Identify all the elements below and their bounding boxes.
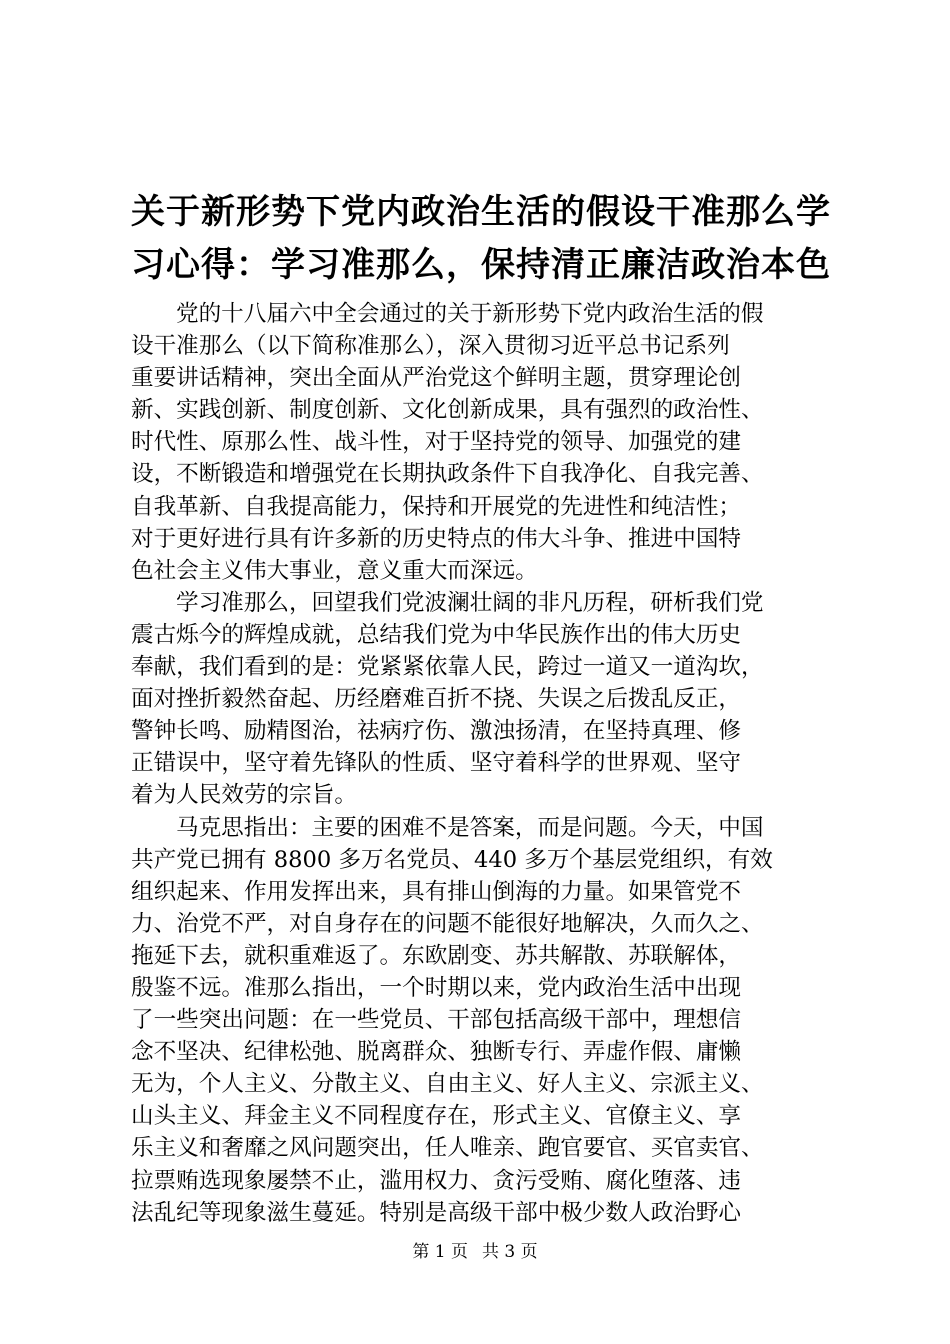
paragraph bbox=[131, 587, 843, 812]
paragraph-line: 自我革新、自我提高能力，保持和开展党的先进性和纯洁性； bbox=[131, 493, 742, 520]
paragraph-line: 色社会主义伟大事业，意义重大而深远。 bbox=[131, 557, 538, 584]
document-title bbox=[131, 186, 843, 292]
paragraph-line: 共产党已拥有 8800 多万名党员、440 多万个基层党组织，有效 bbox=[131, 846, 773, 873]
paragraph-line: 对于更好进行具有许多新的历史特点的伟大斗争、推进中国特 bbox=[131, 525, 742, 552]
paragraph-line: 念不坚决、纪律松弛、脱离群众、独断专行、弄虚作假、庸懒 bbox=[131, 1039, 742, 1066]
page-footer bbox=[0, 1240, 950, 1264]
paragraph-line: 设，不断锻造和增强党在长期执政条件下自我净化、自我完善、 bbox=[131, 461, 764, 488]
paragraph-line: 警钟长鸣、励精图治，祛病疗伤、激浊扬清，在坚持真理、修 bbox=[131, 718, 742, 745]
title-line: 习心得：学习准那么，保持清正廉洁政治本色 bbox=[131, 245, 831, 285]
paragraph-line: 设干准那么（以下简称准那么），深入贯彻习近平总书记系列 bbox=[131, 333, 730, 360]
paragraph-line: 面对挫折毅然奋起、历经磨难百折不挠、失误之后拨乱反正， bbox=[131, 686, 742, 713]
page-number: 第 1 页 bbox=[412, 1242, 468, 1262]
paragraph-line: 新、实践创新、制度创新、文化创新成果，具有强烈的政治性、 bbox=[131, 397, 764, 424]
paragraph-line: 时代性、原那么性、战斗性，对于坚持党的领导、加强党的建 bbox=[131, 429, 742, 456]
paragraph-line: 正错误中，坚守着先锋队的性质、坚守着科学的世界观、坚守 bbox=[131, 750, 742, 777]
document-body bbox=[131, 298, 843, 1229]
paragraph-line: 乐主义和奢靡之风问题突出，任人唯亲、跑官要官、买官卖官、 bbox=[131, 1135, 764, 1162]
paragraph-line: 殷鉴不远。准那么指出，一个时期以来，党内政治生活中出现 bbox=[131, 974, 742, 1001]
paragraph bbox=[131, 298, 843, 587]
paragraph-line: 山头主义、拜金主义不同程度存在，形式主义、官僚主义、享 bbox=[131, 1103, 742, 1130]
title-line: 关于新形势下党内政治生活的假设干准那么学 bbox=[131, 192, 831, 232]
paragraph-line: 组织起来、作用发挥出来，具有排山倒海的力量。如果管党不 bbox=[131, 878, 742, 905]
paragraph bbox=[131, 812, 843, 1229]
paragraph-line: 着为人民效劳的宗旨。 bbox=[131, 782, 357, 809]
paragraph-line: 拉票贿选现象屡禁不止，滥用权力、贪污受贿、腐化堕落、违 bbox=[131, 1167, 742, 1194]
paragraph-line: 奉献，我们看到的是：党紧紧依靠人民，跨过一道又一道沟坎， bbox=[131, 654, 764, 681]
paragraph-line: 力、治党不严，对自身存在的问题不能很好地解决，久而久之、 bbox=[131, 910, 764, 937]
paragraph-line: 无为，个人主义、分散主义、自由主义、好人主义、宗派主义、 bbox=[131, 1071, 764, 1098]
paragraph-line: 拖延下去，就积重难返了。东欧剧变、苏共解散、苏联解体， bbox=[131, 942, 742, 969]
paragraph-line: 法乱纪等现象滋生蔓延。特别是高级干部中极少数人政治野心 bbox=[131, 1199, 742, 1226]
total-pages: 共 3 页 bbox=[482, 1242, 538, 1262]
paragraph-line: 学习准那么，回望我们党波澜壮阔的非凡历程，研析我们党 bbox=[176, 589, 764, 616]
paragraph-line: 马克思指出：主要的困难不是答案，而是问题。今天，中国 bbox=[176, 814, 764, 841]
paragraph-line: 了一些突出问题：在一些党员、干部包括高级干部中，理想信 bbox=[131, 1007, 742, 1034]
paragraph-line: 重要讲话精神，突出全面从严治党这个鲜明主题，贯穿理论创 bbox=[131, 365, 742, 392]
paragraph-line: 党的十八届六中全会通过的关于新形势下党内政治生活的假 bbox=[176, 301, 764, 327]
paragraph-line: 震古烁今的辉煌成就，总结我们党为中华民族作出的伟大历史 bbox=[131, 621, 742, 648]
